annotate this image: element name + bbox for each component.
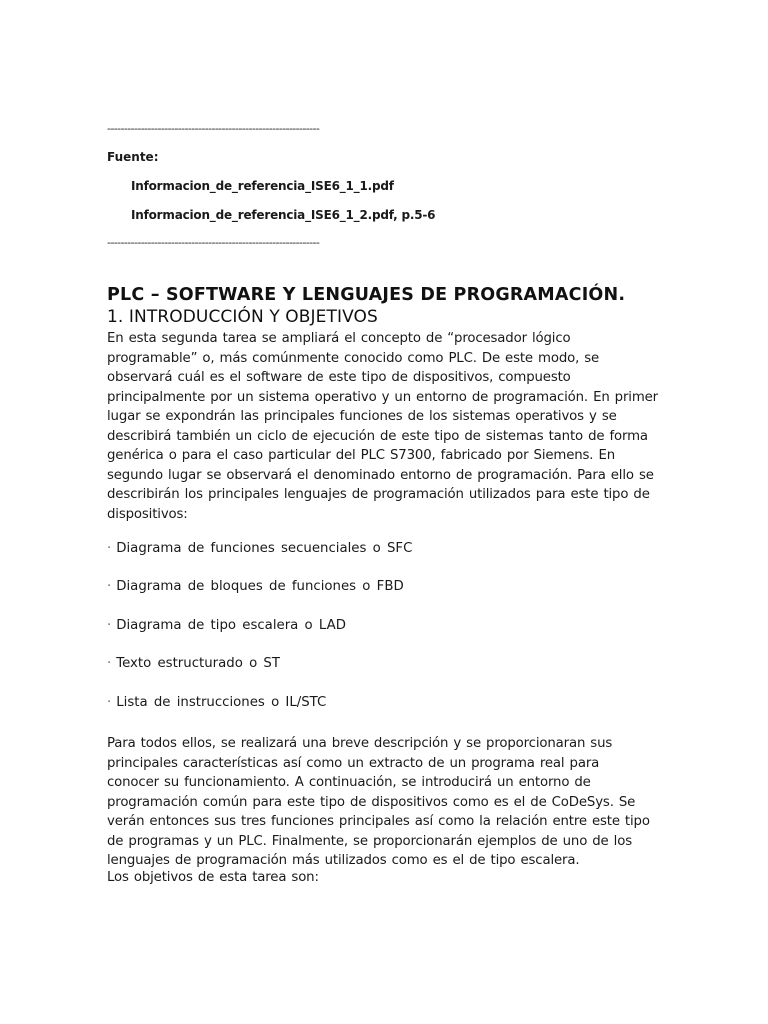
separator-line: --------------------------------------------------------------- xyxy=(107,122,320,135)
text-line: conocer su funcionamiento. A continuación, se introducirá un entorno de xyxy=(107,775,591,790)
source-label: Fuente: xyxy=(107,150,159,164)
text-line: lenguajes de programación más utilizados como es el de tipo escalera. xyxy=(107,853,580,868)
separator-line: --------------------------------------------------------------- xyxy=(107,236,320,249)
list-item xyxy=(107,656,280,671)
text-line: programable” o, más comúnmente conocido como PLC. De este modo, se xyxy=(107,350,600,366)
text-line: dispositivos: xyxy=(107,506,188,522)
text-line: Para todos ellos, se realizará una breve descripción y se proporcionaran sus xyxy=(107,736,613,751)
text-line: verán entonces sus tres funciones principales así como la relación entre este tipo xyxy=(107,814,650,829)
text-line: principales características así como un extracto de un programa real para xyxy=(107,755,600,771)
text-line: describirán los principales lenguajes de programación utilizados para este tipo de xyxy=(107,487,650,502)
list-item xyxy=(107,695,326,710)
list-item xyxy=(107,541,412,556)
text-line: En esta segunda tarea se ampliará el concepto de “procesador lógico xyxy=(107,331,571,346)
list-item-label: Diagrama de funciones secuenciales o SFC xyxy=(116,541,413,556)
section-heading: 1. INTRODUCCIÓN Y OBJETIVOS xyxy=(107,307,378,327)
bullet-icon: · xyxy=(107,656,112,671)
list-item xyxy=(107,618,346,633)
bullet-icon: · xyxy=(107,695,112,710)
text-line: genérica o para el caso particular del PLC S7300, fabricado por Siemens. En xyxy=(107,448,615,463)
list-item-label: Lista de instrucciones o IL/STC xyxy=(116,695,327,710)
bullet-icon: · xyxy=(107,618,112,633)
bullet-icon: · xyxy=(107,541,112,556)
list-item-label: Texto estructurado o ST xyxy=(116,656,280,671)
text-line: lugar se expondrán las principales funciones de los sistemas operativos y se xyxy=(107,409,617,424)
reference-item: Informacion_de_referencia_ISE6_1_1.pdf xyxy=(131,179,394,193)
intro-paragraph xyxy=(107,329,667,524)
objectives-lead: Los objetivos de esta tarea son: xyxy=(107,870,319,885)
text-line: de programas y un PLC. Finalmente, se proporcionarán ejemplos de uno de los xyxy=(107,833,632,849)
text-line: segundo lugar se observará el denominado entorno de programación. Para ello se xyxy=(107,467,654,483)
description-paragraph xyxy=(107,734,667,871)
reference-item: Informacion_de_referencia_ISE6_1_2.pdf, p.5-6 xyxy=(131,208,436,222)
list-item xyxy=(107,579,404,594)
document-title: PLC – SOFTWARE Y LENGUAJES DE PROGRAMACIÓN. xyxy=(107,285,626,305)
bullet-icon: · xyxy=(107,579,112,594)
text-line: observará cuál es el software de este tipo de dispositivos, compuesto xyxy=(107,370,571,385)
list-item-label: Diagrama de bloques de funciones o FBD xyxy=(116,579,404,594)
text-line: principalmente por un sistema operativo y un entorno de programación. En primer xyxy=(107,389,658,405)
list-item-label: Diagrama de tipo escalera o LAD xyxy=(116,618,346,633)
text-line: programación común para este tipo de dispositivos como es el de CoDeSys. Se xyxy=(107,794,636,810)
text-line: describirá también un ciclo de ejecución de este tipo de sistemas tanto de forma xyxy=(107,428,648,444)
